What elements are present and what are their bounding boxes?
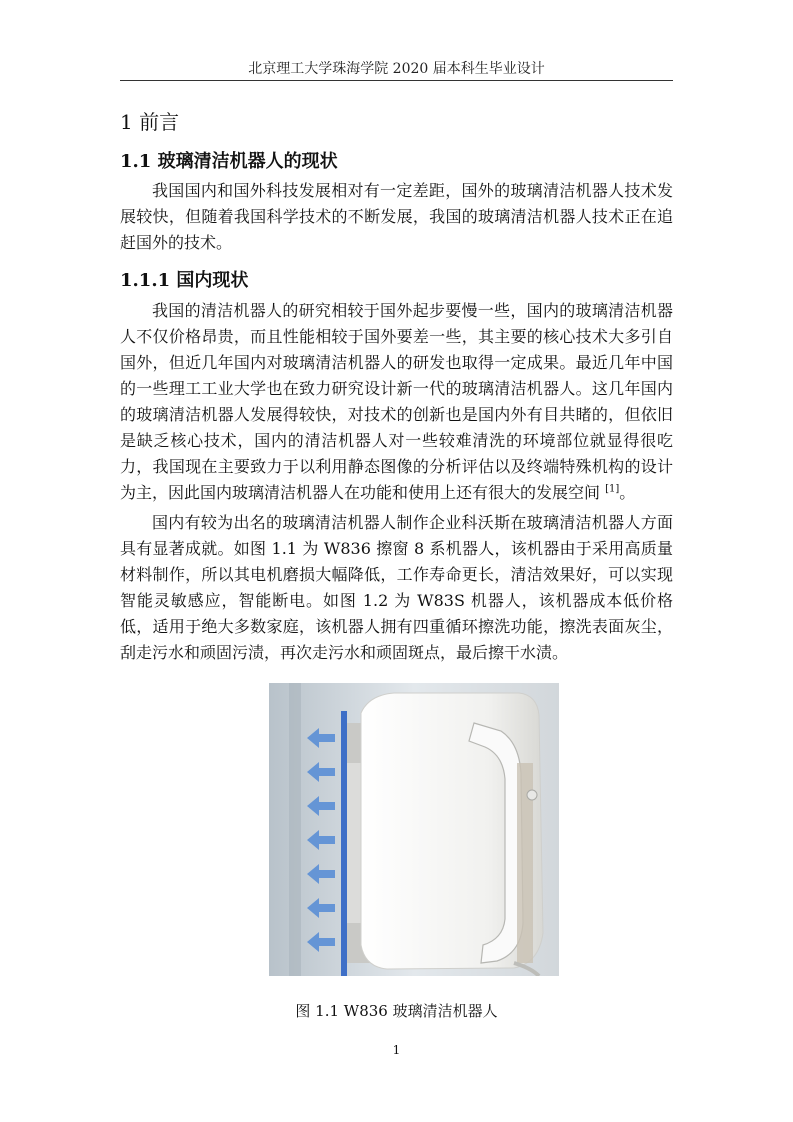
intro-paragraph: 我国国内和国外科技发展相对有一定差距，国外的玻璃清洁机器人技术发展较快，但随着我国科学技术的不断发展，我国的玻璃清洁机器人技术正在追赶国外的技术。 <box>120 181 673 252</box>
page-header: 北京理工大学珠海学院 2020 届本科生毕业设计 <box>248 61 545 77</box>
robot-figure <box>269 683 559 976</box>
chapter-heading: 1 前言 <box>120 110 180 134</box>
paragraph-text: 我国的清洁机器人的研究相较于国外起步要慢一些，国内的玻璃清洁机器人不仅价格昂贵，而且性能相较于国外要差一些，其主要的核心技术大多引自国外，但近几年国内对玻璃清洁机器人的研发也取得一定成果。最近几年中国的一些理工工业大学也在致力研究设计新一代的玻璃清洁机器人。这几年国内的玻璃清洁机器人发展得较快，对技术的创新也是国内外有目共睹的，但依旧是缺乏核心技术，国内的清洁机器人对一些较难清洗的环境部位就显得很吃力，我国现在主要致力于以利用静态图像的分析评估以及终端特殊机构的设计为主，因此国内玻璃清洁机器人在功能和使用上还有很大的发展空间 <box>120 301 673 502</box>
subsection-heading: 1.1.1 国内现状 <box>120 270 249 291</box>
paragraph-end: 。 <box>619 483 636 502</box>
header-divider <box>120 80 673 81</box>
figure-caption: 图 1.1 W836 玻璃清洁机器人 <box>295 1002 498 1020</box>
domestic-status-paragraph <box>120 298 673 506</box>
ecovacs-paragraph: 国内有较为出名的玻璃清洁机器人制作企业科沃斯在玻璃清洁机器人方面具有显著成就。如图 1.1 为 W836 擦窗 8 系机器人，该机器由于采用高质量材料制作，所以其电机磨损大幅降低，工作寿命更长，清洁效果好，可以实现智能灵敏感应，智能断电。如图 1.2 为 W83S 机器人，该机器成本低价格低，适用于绝大多数家庭，该机器人拥有四重循环擦洗功能，擦洗表面灰尘，刮走污水和顽固污渍，再次走污水和顽固斑点，最后擦干水渍。 <box>120 513 673 662</box>
window-cleaning-robot-image <box>269 683 559 976</box>
citation-ref: [1] <box>605 483 620 495</box>
page-number: 1 <box>392 1043 401 1057</box>
section-heading: 1.1 玻璃清洁机器人的现状 <box>120 151 338 172</box>
